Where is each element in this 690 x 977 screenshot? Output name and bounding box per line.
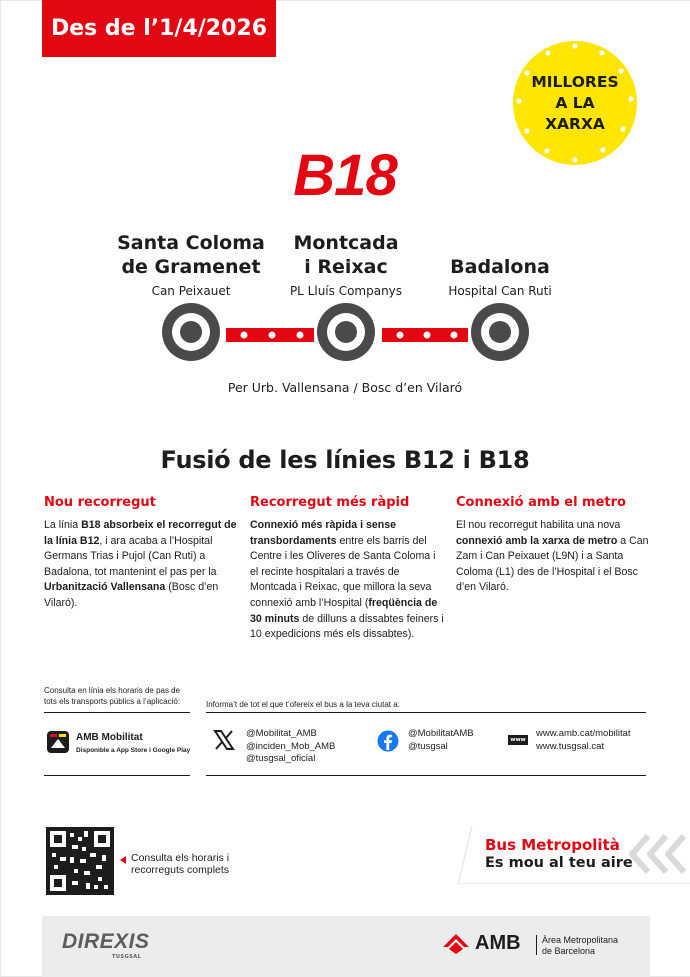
app-name: AMB Mobilitat xyxy=(76,732,143,743)
route-dot xyxy=(269,332,276,339)
stop-marker-badalona xyxy=(471,303,529,361)
stop-montcada xyxy=(268,231,424,298)
bus-metropolita-title: Bus Metropolità xyxy=(485,836,620,854)
divider xyxy=(44,712,190,713)
amb-logo-text: AMB xyxy=(475,932,521,954)
amb-logo-separator xyxy=(536,935,537,955)
text: de dilluns a dissabtes feiners i 10 expedicions més els dissabtes). xyxy=(250,612,444,641)
direxis-logo: DIREXIS xyxy=(62,930,150,953)
column-title: Nou recorregut xyxy=(44,495,156,510)
text: entre els barris del Centre i les Oliveres de Santa Coloma i el recinte hospitalari a través de Montcada i Reixac, que millora la seva connexió amb l’Hospital ( xyxy=(250,534,436,609)
stop-santa-coloma xyxy=(110,231,272,298)
bus-metropolita-slogan: Es mou al teu aire xyxy=(485,855,633,871)
route-dot xyxy=(241,332,248,339)
bold-text: Urbanització Vallensana xyxy=(44,581,166,594)
bold-text: Connexió més ràpida i sense transbordaments xyxy=(250,519,397,547)
date-banner: Des de l’1/4/2026 xyxy=(42,0,276,57)
text: (Bosc d’en Vilaró). xyxy=(44,581,219,609)
column-title: Recorregut més ràpid xyxy=(250,495,410,510)
stop-marker-santa-coloma xyxy=(162,303,220,361)
stop-name: Santa Coloma de Gramenet xyxy=(117,232,265,278)
stop-name: Montcada i Reixac xyxy=(293,232,399,278)
qr-code[interactable] xyxy=(46,827,114,895)
route-dot xyxy=(424,332,431,339)
column-body xyxy=(44,518,238,612)
amb-mobilitat-app-icon[interactable] xyxy=(46,730,70,754)
text: El nou recorregut habilita una nova xyxy=(456,519,621,531)
app-availability: Disponible a App Store i Google Play xyxy=(76,746,191,754)
text: La línia xyxy=(44,519,82,531)
inform-note: Informa’t de tot el que t’ofereix el bus a la teva ciutat a: xyxy=(206,700,400,709)
qr-arrow-icon xyxy=(120,856,126,864)
route-via: Per Urb. Vallensana / Bosc d’en Vilaró xyxy=(227,380,463,395)
stop-name: Badalona xyxy=(450,256,550,278)
amb-logo-icon xyxy=(443,934,469,954)
line-code: B18 xyxy=(293,143,397,208)
facebook-icon[interactable] xyxy=(377,730,399,752)
route-dot xyxy=(397,332,404,339)
column-title: Connexió amb el metro xyxy=(456,495,626,510)
column-body xyxy=(250,518,444,643)
divider xyxy=(44,775,190,776)
badge-text: MILLORES A LA XARXA xyxy=(531,72,619,133)
bold-text: connexió amb la xarxa de metro xyxy=(456,534,618,547)
amb-full-name: Àrea Metropolitana de Barcelona xyxy=(542,935,619,956)
stop-marker-montcada xyxy=(317,303,375,361)
route-dot xyxy=(297,332,304,339)
consult-note: Consulta en línia els horaris de pas de tots els transports públics a l’aplicació: xyxy=(44,686,181,706)
facebook-handles[interactable]: @MobilitatAMB @tusgsal xyxy=(408,728,474,752)
stop-subtitle: PL Lluís Companys xyxy=(289,284,403,298)
route-map xyxy=(0,300,690,370)
divider xyxy=(206,775,646,776)
text: a Can Zam i Can Peixauet (L9N) i a Santa Coloma (L1) des de l’Hospital i el Bosc d’en Vilaró. xyxy=(456,534,649,594)
bold-text: B18 absorbeix el recorregut de la línia B12 xyxy=(44,519,237,547)
bold-text: freqüència de 30 minuts xyxy=(250,596,438,625)
column-metro-connection xyxy=(456,495,650,596)
column-faster-route xyxy=(250,495,444,643)
stop-badalona xyxy=(425,255,575,298)
web-icon: www xyxy=(508,735,528,745)
text: , i ara acaba a l’Hospital Germans Trias i Pujol (Can Ruti) a Badalona, tot mantenint el pas per la xyxy=(44,534,217,578)
route-dot xyxy=(451,332,458,339)
x-handles[interactable]: @Mobilitat_AMB @inciden_Mob_AMB @tusgsal_oficial xyxy=(246,728,336,764)
divider xyxy=(206,712,646,713)
column-body xyxy=(456,518,650,596)
headline: Fusió de les línies B12 i B18 xyxy=(160,446,530,474)
column-new-route xyxy=(44,495,238,612)
stop-subtitle: Hospital Can Ruti xyxy=(448,284,552,298)
app-info[interactable] xyxy=(76,732,190,757)
web-urls[interactable]: www.amb.cat/mobilitat www.tusgsal.cat xyxy=(536,728,631,752)
tusgsal-logo-text: TUSGSAL xyxy=(112,954,142,960)
qr-caption: Consulta els horaris i recorreguts complets xyxy=(131,852,230,876)
x-twitter-icon[interactable] xyxy=(213,729,235,751)
stop-subtitle: Can Peixauet xyxy=(151,284,231,298)
